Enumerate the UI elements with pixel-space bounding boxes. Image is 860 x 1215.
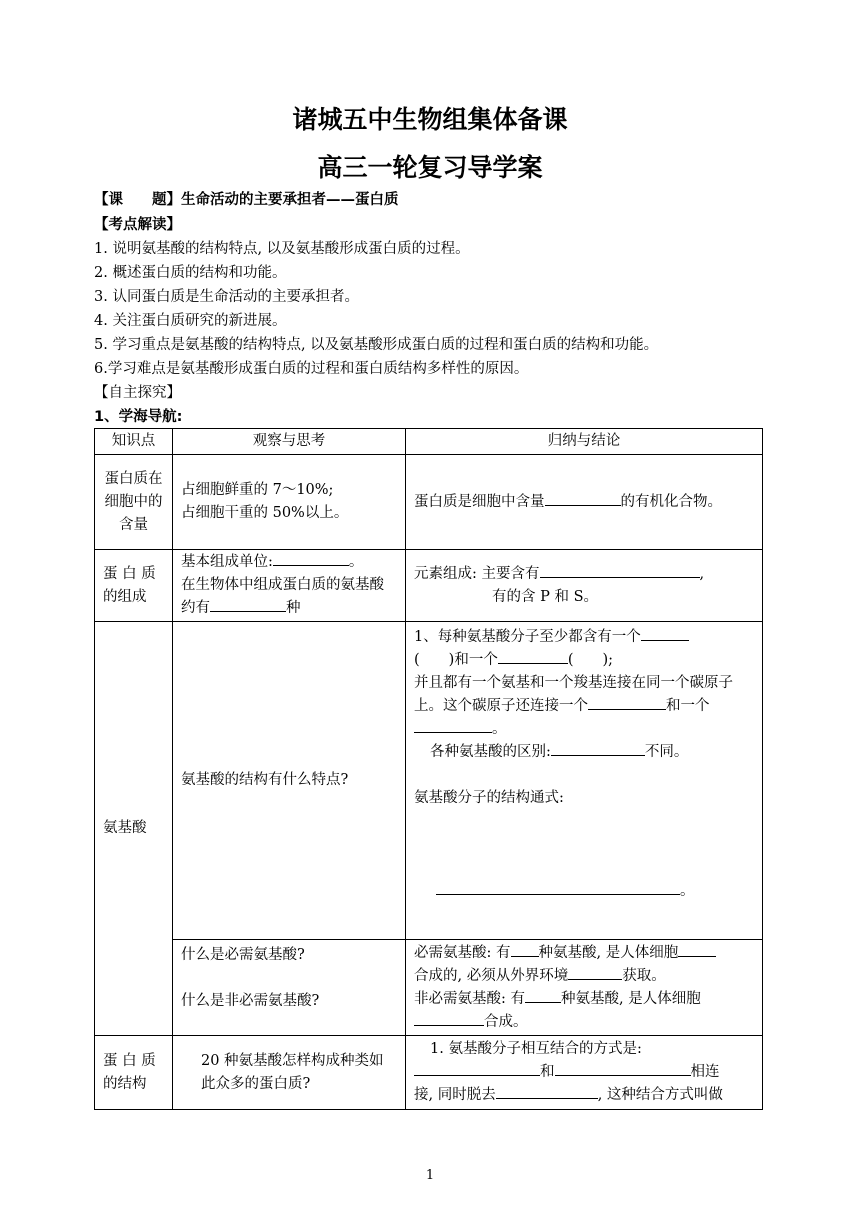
point-item: 5. 学习重点是氨基酸的结构特点, 以及氨基酸形成蛋白质的过程和蛋白质的结构和功能。 bbox=[94, 337, 659, 353]
table-row bbox=[95, 940, 763, 1036]
row-knowledge: 蛋 白 质的组成 bbox=[95, 550, 173, 622]
row-observe: 氨基酸的结构有什么特点? bbox=[173, 622, 406, 940]
fill-blank[interactable] bbox=[641, 626, 689, 641]
header-knowledge: 知识点 bbox=[95, 429, 173, 455]
fill-blank[interactable] bbox=[525, 988, 561, 1003]
fill-blank[interactable] bbox=[568, 965, 622, 980]
fill-blank[interactable] bbox=[678, 942, 716, 957]
page-subtitle: 高三一轮复习导学案 bbox=[317, 153, 543, 182]
table-row bbox=[95, 622, 763, 940]
row-knowledge: 蛋 白 质的结构 bbox=[95, 1036, 173, 1110]
fill-blank[interactable] bbox=[551, 741, 645, 756]
fill-blank[interactable] bbox=[414, 1011, 484, 1026]
fill-blank[interactable] bbox=[511, 942, 539, 957]
table-row bbox=[95, 1036, 763, 1110]
fill-blank[interactable] bbox=[436, 880, 680, 895]
formula-space[interactable] bbox=[414, 810, 754, 880]
row-knowledge: 氨基酸 bbox=[95, 622, 173, 1036]
page-number: 1 bbox=[425, 1168, 435, 1183]
row-observe: 什么是必需氨基酸? 什么是非必需氨基酸? bbox=[173, 940, 406, 1036]
page-title: 诸城五中生物组集体备课 bbox=[292, 105, 568, 134]
header-observe: 观察与思考 bbox=[173, 429, 406, 455]
fill-blank[interactable] bbox=[588, 695, 666, 710]
row-conclusion: 1. 氨基酸分子相互结合的方式是: 和 相连 接, 同时脱去 , 这种结合方式叫做 bbox=[406, 1036, 763, 1110]
table-header-row bbox=[95, 429, 763, 455]
row-observe: 占细胞鲜重的 7～10%; 占细胞干重的 50%以上。 bbox=[173, 455, 406, 550]
row-conclusion: 元素组成: 主要含有 , 有的含 P 和 S。 bbox=[406, 550, 763, 622]
point-item: 3. 认同蛋白质是生命活动的主要承担者。 bbox=[94, 289, 359, 305]
nav-label: 1、学海导航: bbox=[94, 409, 183, 425]
point-item: 2. 概述蛋白质的结构和功能。 bbox=[94, 265, 287, 281]
fill-blank[interactable] bbox=[498, 649, 568, 664]
table-row bbox=[95, 455, 763, 550]
fill-blank[interactable] bbox=[555, 1061, 691, 1076]
fill-blank[interactable] bbox=[273, 551, 349, 566]
row-conclusion: 1、每种氨基酸分子至少都含有一个 ( )和一个 ( ); 并且都有一个氨基和一个羧基连接在同一个碳原子上。这个碳原子还连接一个 和一个 。 各种氨基酸的区别: 不同。 氨基酸分子的结构通式: 。 bbox=[406, 622, 763, 940]
fill-blank[interactable] bbox=[414, 1061, 540, 1076]
topic-label: 【课 题】 bbox=[94, 192, 181, 208]
fill-blank[interactable] bbox=[540, 563, 700, 578]
fill-blank[interactable] bbox=[210, 597, 286, 612]
fill-blank[interactable] bbox=[545, 491, 621, 506]
fill-blank[interactable] bbox=[496, 1084, 598, 1099]
explore-label: 【自主探究】 bbox=[94, 385, 181, 401]
header-conclusion: 归纳与结论 bbox=[406, 429, 763, 455]
fill-blank[interactable] bbox=[414, 718, 492, 733]
table-row bbox=[95, 550, 763, 622]
point-item: 1. 说明氨基酸的结构特点, 以及氨基酸形成蛋白质的过程。 bbox=[94, 241, 470, 257]
study-table bbox=[94, 428, 763, 1110]
topic-text: 生命活动的主要承担者——蛋白质 bbox=[181, 192, 399, 208]
topic-line bbox=[94, 190, 774, 210]
row-conclusion: 蛋白质是细胞中含量 的有机化合物。 bbox=[406, 455, 763, 550]
row-observe: 20 种氨基酸怎样构成种类如此众多的蛋白质? bbox=[173, 1036, 406, 1110]
row-knowledge: 蛋白质在细胞中的含量 bbox=[95, 455, 173, 550]
point-item: 4. 关注蛋白质研究的新进展。 bbox=[94, 313, 287, 329]
point-item: 6.学习难点是氨基酸形成蛋白质的过程和蛋白质结构多样性的原因。 bbox=[94, 361, 529, 377]
row-observe: 基本组成单位: 。 在生物体中组成蛋白质的氨基酸约有 种 bbox=[173, 550, 406, 622]
points-label: 【考点解读】 bbox=[94, 217, 181, 233]
row-conclusion: 必需氨基酸: 有 种氨基酸, 是人体细胞 合成的, 必须从外界环境 获取。 非必需氨基酸: 有 种氨基酸, 是人体细胞 合成。 bbox=[406, 940, 763, 1036]
